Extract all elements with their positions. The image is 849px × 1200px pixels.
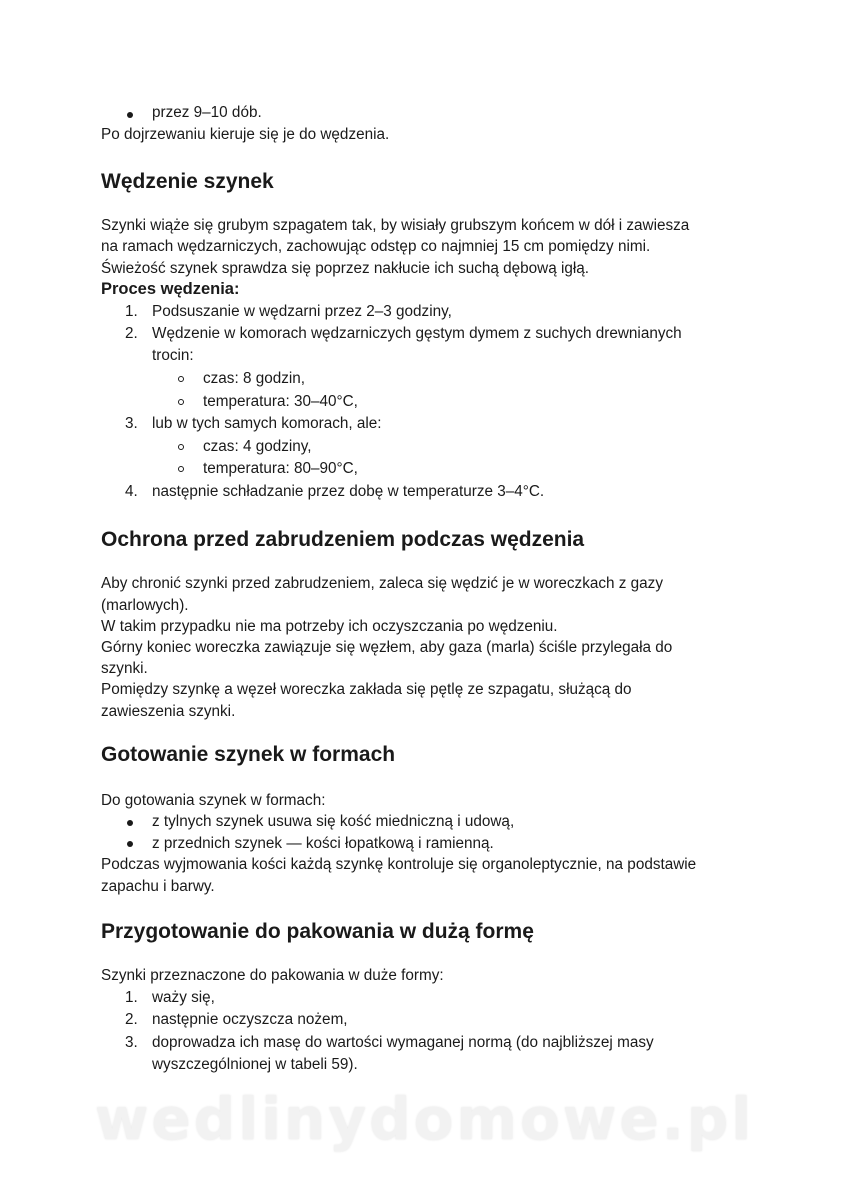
- list-number: 4.: [125, 483, 138, 500]
- list-item: z przednich szynek — kości łopatkową i ramienną.: [152, 835, 494, 852]
- paragraph-line: Szynki wiąże się grubym szpagatem tak, by wisiały grubszym końcem w dół i zawiesza: [101, 217, 690, 234]
- list-item: z tylnych szynek usuwa się kość miedniczną i udową,: [152, 813, 515, 830]
- subheading-process: Proces wędzenia:: [101, 280, 240, 298]
- list-number: 2.: [125, 325, 138, 342]
- section-heading-protection: Ochrona przed zabrudzeniem podczas wędzenia: [101, 528, 585, 551]
- section-heading-cooking: Gotowanie szynek w formach: [101, 743, 396, 766]
- list-number: 2.: [125, 1011, 138, 1028]
- watermark-logo: wedlinydomowe.pl: [94, 1085, 755, 1153]
- bullet-marker: [127, 841, 133, 847]
- list-item: następnie schładzanie przez dobę w temperaturze 3–4°C.: [152, 483, 545, 500]
- paragraph: Po dojrzewaniu kieruje się je do wędzenia.: [101, 126, 390, 143]
- sub-bullet-marker: [178, 466, 184, 472]
- paragraph-line: Górny koniec woreczka zawiązuje się węzłem, aby gaza (marla) ściśle przylegała do: [101, 639, 673, 656]
- paragraph-line: (marlowych).: [101, 597, 189, 614]
- sub-bullet-marker: [178, 444, 184, 450]
- sub-bullet-marker: [178, 376, 184, 382]
- list-item-continuation: wyszczególnionej w tabeli 59).: [152, 1056, 358, 1073]
- sub-list-item: czas: 4 godziny,: [203, 438, 312, 455]
- paragraph-line: Świeżość szynek sprawdza się poprzez nakłucie ich suchą dębową igłą.: [101, 260, 590, 277]
- paragraph-line: na ramach wędzarniczych, zachowując odstęp co najmniej 15 cm pomiędzy nimi.: [101, 238, 651, 255]
- paragraph-line: Aby chronić szynki przed zabrudzeniem, zaleca się wędzić je w woreczkach z gazy: [101, 575, 663, 592]
- sub-list-item: temperatura: 80–90°C,: [203, 460, 358, 477]
- list-item: waży się,: [152, 989, 215, 1006]
- sub-bullet-marker: [178, 399, 184, 405]
- section-heading-packing: Przygotowanie do pakowania w dużą formę: [101, 920, 534, 943]
- list-item: Wędzenie w komorach wędzarniczych gęstym dymem z suchych drewnianych: [152, 325, 682, 342]
- list-item-continuation: trocin:: [152, 347, 194, 364]
- list-item: Podsuszanie w wędzarni przez 2–3 godziny,: [152, 303, 452, 320]
- list-number: 3.: [125, 415, 138, 432]
- paragraph-line: W takim przypadku nie ma potrzeby ich oczyszczania po wędzeniu.: [101, 618, 558, 635]
- paragraph: Szynki przeznaczone do pakowania w duże formy:: [101, 967, 444, 984]
- sub-list-item: temperatura: 30–40°C,: [203, 393, 358, 410]
- list-item: lub w tych samych komorach, ale:: [152, 415, 382, 432]
- list-item: następnie oczyszcza nożem,: [152, 1011, 348, 1028]
- list-item: przez 9–10 dób.: [152, 104, 262, 121]
- paragraph-line: zapachu i barwy.: [101, 878, 215, 895]
- list-number: 3.: [125, 1034, 138, 1051]
- bullet-marker: [127, 820, 133, 826]
- paragraph-line: Pomiędzy szynkę a węzeł woreczka zakłada się pętlę ze szpagatu, służącą do: [101, 681, 632, 698]
- bullet-marker: [127, 112, 133, 118]
- paragraph-line: Podczas wyjmowania kości każdą szynkę kontroluje się organoleptycznie, na podstawie: [101, 856, 697, 873]
- paragraph-line: zawieszenia szynki.: [101, 703, 236, 720]
- paragraph-line: szynki.: [101, 660, 148, 677]
- list-number: 1.: [125, 303, 138, 320]
- section-heading-smoking: Wędzenie szynek: [101, 170, 274, 193]
- sub-list-item: czas: 8 godzin,: [203, 370, 306, 387]
- list-item: doprowadza ich masę do wartości wymaganej normą (do najbliższej masy: [152, 1034, 654, 1051]
- list-number: 1.: [125, 989, 138, 1006]
- paragraph: Do gotowania szynek w formach:: [101, 792, 326, 809]
